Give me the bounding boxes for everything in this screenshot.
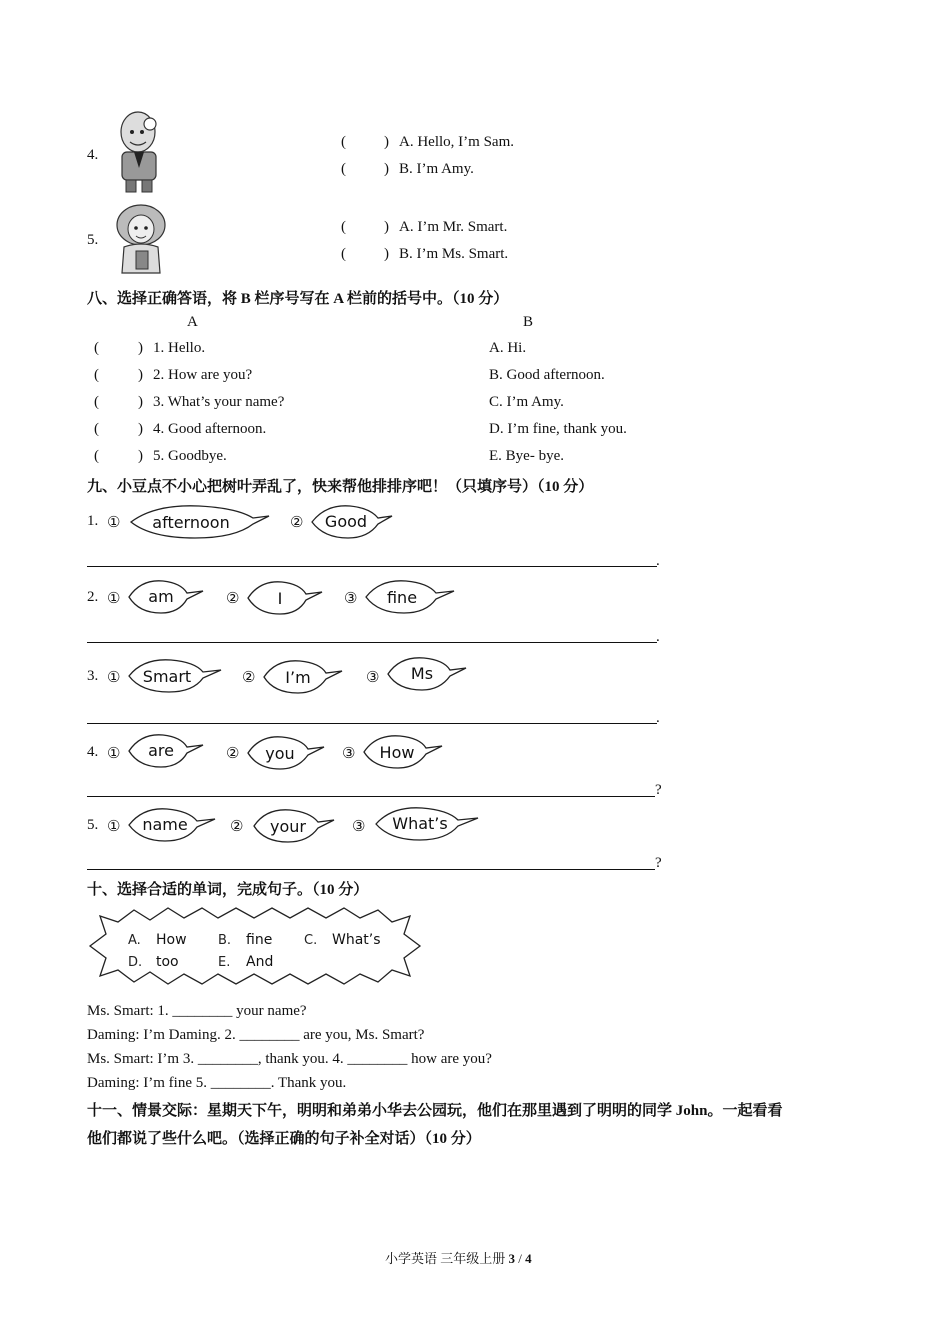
leaf-word — [125, 656, 225, 696]
page-separator: / — [518, 1251, 522, 1266]
word-bank-word: How — [156, 932, 187, 948]
leaf-word-text: What’s — [392, 814, 448, 833]
paren-close: ) — [138, 394, 143, 410]
option-b: B. I’m Amy. — [399, 161, 474, 177]
page-number: 3 — [508, 1251, 516, 1266]
section-10-title: 十、选择合适的单词，完成句子。（10 分） — [87, 882, 369, 898]
leaf-word — [360, 732, 444, 772]
answer-line[interactable] — [87, 566, 657, 567]
paren: ( — [94, 394, 99, 410]
answer-option: C. I’m Amy. — [489, 394, 564, 410]
option-b: B. I’m Ms. Smart. — [399, 246, 509, 262]
leaf-word-text: your — [270, 817, 306, 836]
word-bank-letter: B. — [218, 933, 232, 948]
leaf-word — [244, 578, 324, 618]
option-a: A. Hello, I’m Sam. — [399, 134, 514, 150]
answer-option: A. Hi. — [489, 340, 527, 356]
section-8-title: 八、选择正确答语，将 B 栏序号写在 A 栏前的括号中。（10 分） — [87, 291, 509, 307]
woman-cartoon-illustration — [110, 203, 172, 277]
word-bank-letter: D. — [128, 955, 143, 970]
marker: ③ — [342, 746, 356, 762]
dialogue-line: Ms. Smart: I’m 3. ________, thank you. 4. ________ how are you? — [87, 1051, 492, 1067]
marker: ② — [290, 515, 304, 531]
word-bank-word: fine — [246, 932, 273, 948]
answer-line[interactable] — [87, 723, 657, 724]
word-bank-word: And — [246, 954, 274, 970]
leaf-word — [125, 805, 217, 845]
paren-close: ) — [138, 340, 143, 356]
word-bank-word: What’s — [332, 932, 381, 948]
row-number: 5. — [87, 817, 99, 833]
leaf-word-text: Good — [324, 512, 368, 531]
marker: ③ — [366, 670, 380, 686]
marker: ① — [107, 670, 121, 686]
marker: ③ — [344, 591, 358, 607]
page-footer — [385, 1248, 532, 1267]
dialogue-line: Daming: I’m fine 5. ________. Thank you. — [87, 1075, 347, 1091]
answer-option: E. Bye- bye. — [489, 448, 564, 464]
answer-line[interactable] — [87, 869, 655, 870]
leaf-word — [244, 733, 326, 773]
leaf-word — [260, 657, 344, 697]
leaf-word — [250, 806, 336, 846]
paren: ( — [341, 219, 346, 235]
item-number: 4. — [87, 147, 99, 163]
marker: ① — [107, 746, 121, 762]
matching-item: 1. Hello. — [153, 340, 206, 356]
matching-item: 4. Good afternoon. — [153, 421, 267, 437]
marker: ① — [107, 515, 121, 531]
paren-close: ) — [384, 134, 389, 150]
boy-cartoon-illustration — [112, 110, 168, 196]
leaf-word-text: are — [148, 741, 174, 760]
leaf-word-text: name — [142, 815, 188, 834]
paren-close: ) — [384, 219, 389, 235]
matching-item: 5. Goodbye. — [153, 448, 227, 464]
item-number: 5. — [87, 232, 99, 248]
paren: ( — [341, 134, 346, 150]
marker: ① — [107, 591, 121, 607]
leaf-word — [125, 577, 205, 617]
paren-close: ) — [138, 421, 143, 437]
marker: ② — [226, 746, 240, 762]
row-number: 1. — [87, 513, 99, 529]
row-number: 2. — [87, 589, 99, 605]
matching-item: 3. What’s your name? — [153, 394, 285, 410]
paren-close: ) — [138, 448, 143, 464]
column-a-header: A — [187, 314, 198, 330]
section-9-title: 九、小豆点不小心把树叶弄乱了，快来帮他排排序吧！（只填序号）（10 分） — [87, 479, 594, 495]
leaf-word-text: How — [379, 743, 415, 762]
word-bank-letter: E. — [218, 955, 231, 970]
word-bank-box — [88, 904, 422, 988]
answer-option: B. Good afternoon. — [489, 367, 605, 383]
marker: ② — [226, 591, 240, 607]
footer-text: 小学英语 三年级上册 — [385, 1251, 506, 1266]
leaf-word — [384, 654, 468, 694]
column-b-header: B — [523, 314, 534, 330]
leaf-word — [362, 577, 456, 617]
dialogue-line: Daming: I’m Daming. 2. ________ are you, Ms. Smart? — [87, 1027, 425, 1043]
leaf-word-text: Ms — [410, 664, 434, 683]
line-end-punct: . — [656, 629, 660, 645]
answer-line[interactable] — [87, 642, 657, 643]
paren: ( — [94, 367, 99, 383]
option-a: A. I’m Mr. Smart. — [399, 219, 508, 235]
section-11-title: 十一、情景交际：星期天下午，明明和弟弟小华去公园玩，他们在那里遇到了明明的同学 John。一起看看 — [87, 1103, 783, 1119]
leaf-word-text: you — [265, 744, 295, 763]
line-end-punct: . — [656, 710, 660, 726]
leaf-word — [125, 731, 205, 771]
paren: ( — [341, 161, 346, 177]
marker: ① — [107, 819, 121, 835]
paren: ( — [94, 448, 99, 464]
leaf-word-text: afternoon — [152, 513, 230, 532]
matching-item: 2. How are you? — [153, 367, 253, 383]
line-end-punct: ? — [655, 855, 662, 871]
answer-line[interactable] — [87, 796, 655, 797]
paren-close: ) — [384, 161, 389, 177]
leaf-word-text: I — [277, 589, 283, 608]
line-end-punct: . — [656, 553, 660, 569]
marker: ② — [230, 819, 244, 835]
paren-close: ) — [138, 367, 143, 383]
leaf-word-text: Smart — [142, 667, 192, 686]
page-total: 4 — [525, 1251, 532, 1266]
word-bank-letter: A. — [128, 933, 141, 948]
leaf-word — [308, 502, 394, 542]
row-number: 3. — [87, 668, 99, 684]
paren: ( — [94, 421, 99, 437]
leaf-word-text: fine — [386, 588, 418, 607]
answer-option: D. I’m fine, thank you. — [489, 421, 627, 437]
paren: ( — [341, 246, 346, 262]
leaf-word-text: I’m — [285, 668, 311, 687]
word-bank-letter: C. — [304, 933, 318, 948]
row-number: 4. — [87, 744, 99, 760]
word-bank-word: too — [156, 954, 179, 970]
leaf-word-text: am — [148, 587, 174, 606]
leaf-word — [125, 502, 273, 542]
dialogue-line: Ms. Smart: 1. ________ your name? — [87, 1003, 307, 1019]
marker: ② — [242, 670, 256, 686]
line-end-punct: ? — [655, 782, 662, 798]
leaf-word — [372, 804, 480, 844]
paren: ( — [94, 340, 99, 356]
section-11-title-cont: 他们都说了些什么吧。（选择正确的句子补全对话）（10 分） — [87, 1131, 481, 1147]
paren-close: ) — [384, 246, 389, 262]
marker: ③ — [352, 819, 366, 835]
